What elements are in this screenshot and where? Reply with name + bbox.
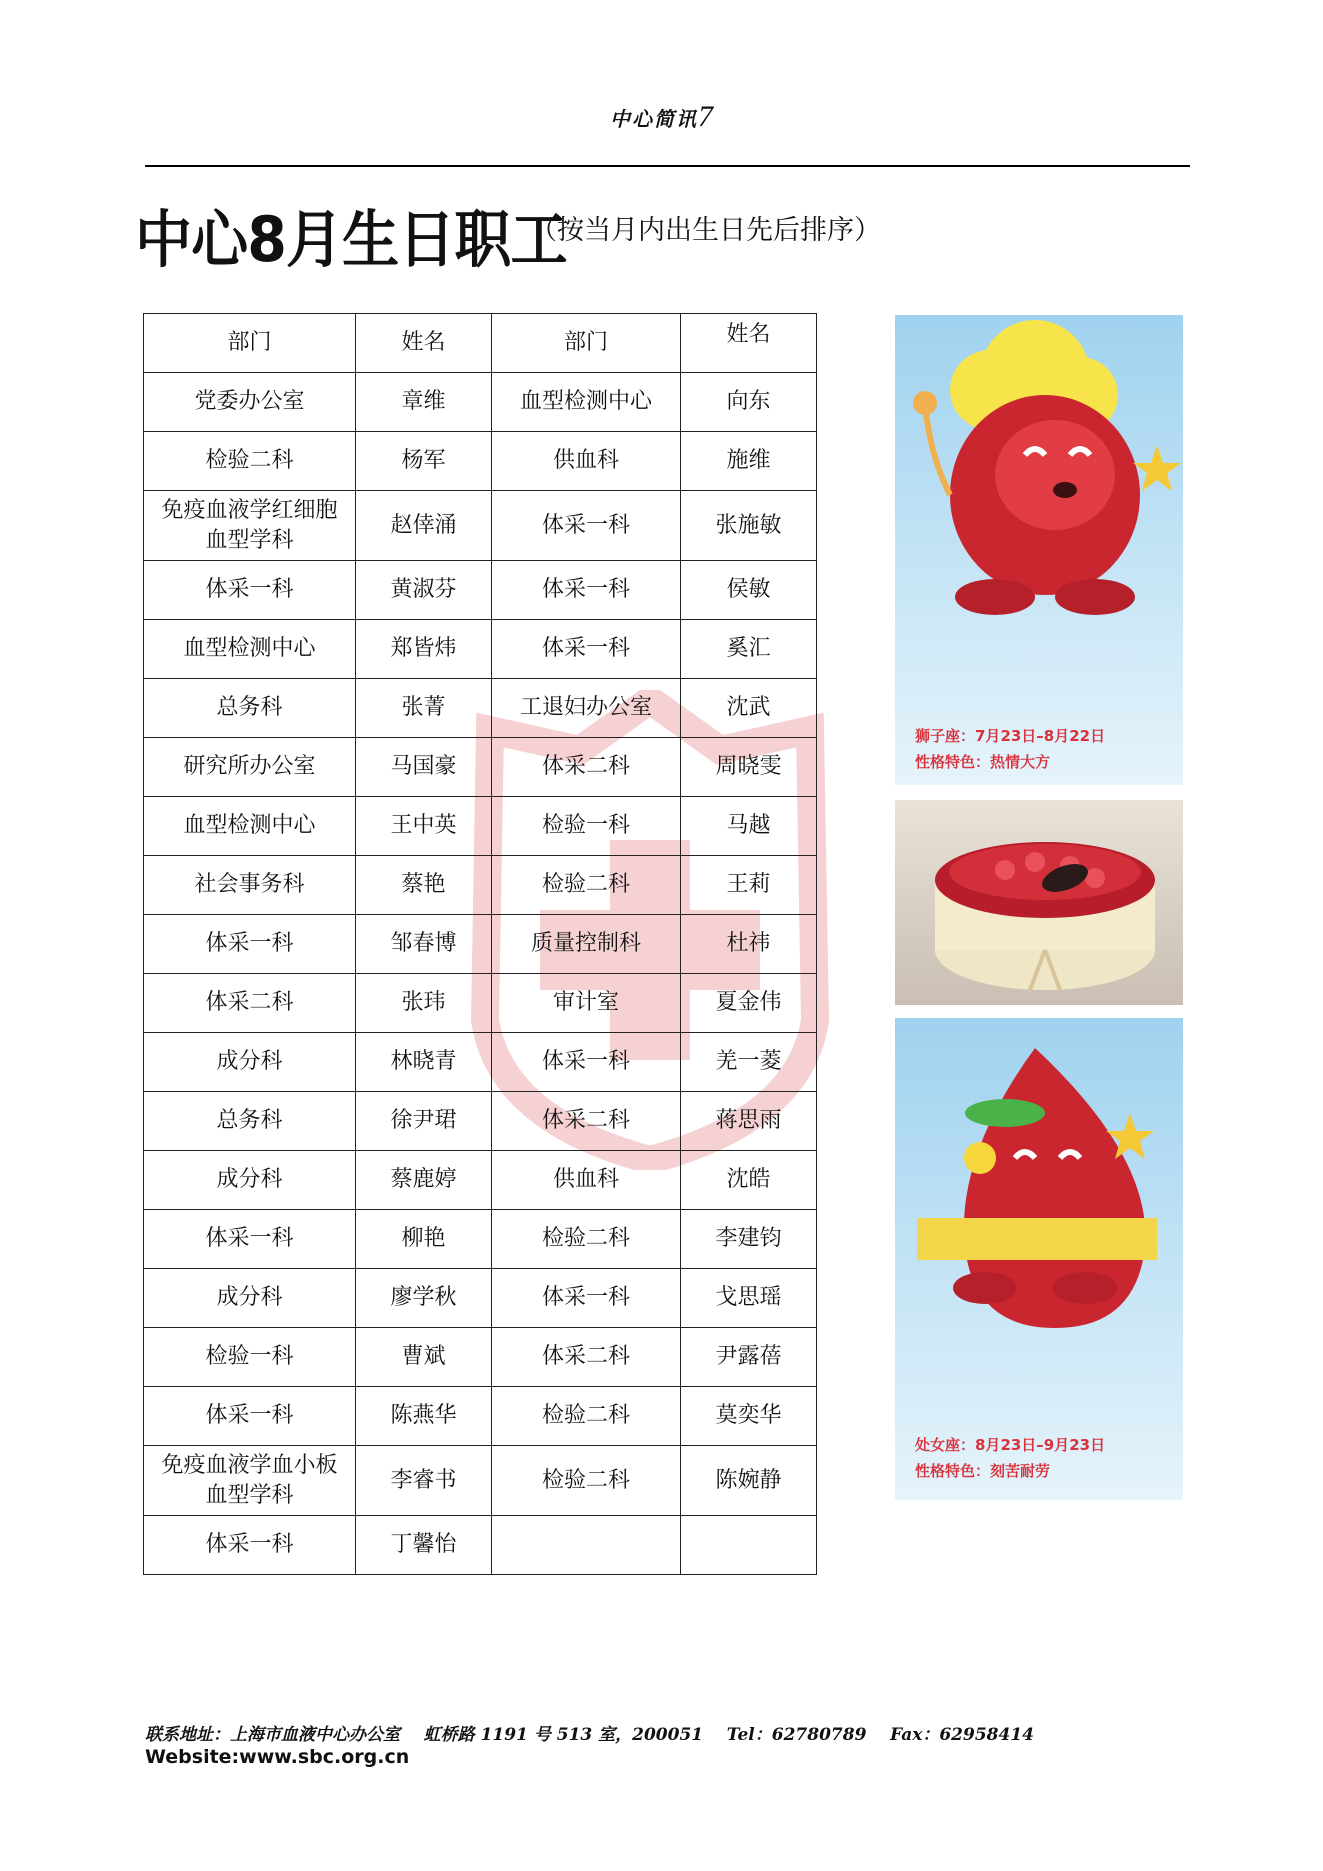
header-department: 部门 (492, 314, 681, 373)
department-cell: 总务科 (144, 679, 356, 738)
leo-date-range: 狮子座：7月23日–8月22日 (915, 727, 1106, 745)
birthday-cake-icon (895, 800, 1183, 1005)
name-cell: 曹斌 (356, 1328, 492, 1387)
table-row (144, 1387, 817, 1446)
table-row (144, 1210, 817, 1269)
department-cell: 检验一科 (144, 1328, 356, 1387)
table-row (144, 620, 817, 679)
name-cell: 沈武 (681, 679, 817, 738)
department-cell: 社会事务科 (144, 856, 356, 915)
table-row (144, 1516, 817, 1575)
page-subtitle: （按当月内出生日先后排序） (530, 215, 881, 246)
table-row (144, 738, 817, 797)
department-cell: 体采一科 (492, 1033, 681, 1092)
department-cell: 血型检测中心 (492, 373, 681, 432)
table-row (144, 797, 817, 856)
name-cell: 侯敏 (681, 561, 817, 620)
department-cell: 检验二科 (492, 1387, 681, 1446)
name-cell: 林晓青 (356, 1033, 492, 1092)
department-cell: 体采一科 (492, 491, 681, 561)
virgo-trait: 性格特色：刻苦耐劳 (915, 1462, 1051, 1480)
department-cell: 工退妇办公室 (492, 679, 681, 738)
department-cell: 体采一科 (144, 1387, 356, 1446)
department-cell: 总务科 (144, 1092, 356, 1151)
name-cell: 夏金伟 (681, 974, 817, 1033)
department-cell: 体采二科 (144, 974, 356, 1033)
table-row (144, 1033, 817, 1092)
name-cell: 蔡鹿婷 (356, 1151, 492, 1210)
department-cell: 体采一科 (144, 561, 356, 620)
name-cell: 丁馨怡 (356, 1516, 492, 1575)
table-row (144, 974, 817, 1033)
department-cell: 研究所办公室 (144, 738, 356, 797)
name-cell: 马国豪 (356, 738, 492, 797)
leo-mascot-icon (895, 315, 1183, 785)
table-row (144, 491, 817, 561)
department-cell: 体采一科 (144, 915, 356, 974)
name-cell: 黄淑芬 (356, 561, 492, 620)
footer-website: Website:www.sbc.org.cn (145, 1746, 410, 1768)
virgo-date-range: 处女座：8月23日–9月23日 (915, 1436, 1106, 1454)
leo-panel (895, 315, 1183, 785)
page-title: 中心8月生日职工 (135, 203, 567, 276)
table-row (144, 915, 817, 974)
name-cell: 马越 (681, 797, 817, 856)
name-cell: 羌一菱 (681, 1033, 817, 1092)
header-name: 姓名 (681, 314, 817, 373)
name-cell: 张玮 (356, 974, 492, 1033)
name-cell: 廖学秋 (356, 1269, 492, 1328)
department-cell: 党委办公室 (144, 373, 356, 432)
table-row (144, 1269, 817, 1328)
newsletter-header (610, 100, 715, 134)
name-cell: 尹露蓓 (681, 1328, 817, 1387)
name-cell: 张菁 (356, 679, 492, 738)
name-cell: 戈思瑶 (681, 1269, 817, 1328)
table-row (144, 679, 817, 738)
name-cell: 李建钧 (681, 1210, 817, 1269)
name-cell: 施维 (681, 432, 817, 491)
department-cell: 供血科 (492, 432, 681, 491)
table-row (144, 373, 817, 432)
department-cell: 检验二科 (492, 1210, 681, 1269)
birthday-table (143, 313, 817, 1575)
table-row (144, 1446, 817, 1516)
department-cell: 体采一科 (492, 561, 681, 620)
department-cell: 体采一科 (144, 1210, 356, 1269)
name-cell: 赵倖涌 (356, 491, 492, 561)
name-cell: 章维 (356, 373, 492, 432)
page-number: 7 (698, 100, 715, 133)
name-cell: 郑皆炜 (356, 620, 492, 679)
department-cell: 免疫血液学血小板血型学科 (144, 1446, 356, 1516)
name-cell (681, 1516, 817, 1575)
name-cell: 李睿书 (356, 1446, 492, 1516)
virgo-panel (895, 1018, 1183, 1500)
department-cell: 成分科 (144, 1269, 356, 1328)
cake-photo (895, 800, 1183, 1005)
name-cell: 莫奕华 (681, 1387, 817, 1446)
department-cell: 免疫血液学红细胞血型学科 (144, 491, 356, 561)
virgo-mascot-icon (895, 1018, 1183, 1500)
department-cell: 体采二科 (492, 1092, 681, 1151)
department-cell: 审计室 (492, 974, 681, 1033)
name-cell: 杨军 (356, 432, 492, 491)
name-cell: 蔡艳 (356, 856, 492, 915)
department-cell: 体采二科 (492, 1328, 681, 1387)
name-cell: 邹春博 (356, 915, 492, 974)
table-row (144, 856, 817, 915)
name-cell: 柳艳 (356, 1210, 492, 1269)
header-department: 部门 (144, 314, 356, 373)
name-cell: 蒋思雨 (681, 1092, 817, 1151)
department-cell: 体采一科 (492, 1269, 681, 1328)
name-cell: 周晓雯 (681, 738, 817, 797)
name-cell: 陈燕华 (356, 1387, 492, 1446)
department-cell: 体采一科 (492, 620, 681, 679)
department-cell: 成分科 (144, 1033, 356, 1092)
department-cell: 血型检测中心 (144, 620, 356, 679)
name-cell: 王中英 (356, 797, 492, 856)
department-cell: 供血科 (492, 1151, 681, 1210)
header-divider (145, 165, 1190, 167)
footer-address: 联系地址：上海市血液中心办公室 虹桥路 1191 号 513 室，200051 Tel：62780789 Fax：62958414 (145, 1725, 1034, 1745)
table-row (144, 1151, 817, 1210)
name-cell: 王莉 (681, 856, 817, 915)
name-cell: 陈婉静 (681, 1446, 817, 1516)
table-row (144, 1092, 817, 1151)
department-cell (492, 1516, 681, 1575)
name-cell: 张施敏 (681, 491, 817, 561)
name-cell: 杜祎 (681, 915, 817, 974)
department-cell: 体采二科 (492, 738, 681, 797)
name-cell: 沈皓 (681, 1151, 817, 1210)
table-header-row (144, 314, 817, 373)
newsletter-name: 中心简讯 (610, 107, 698, 131)
table-row (144, 561, 817, 620)
name-cell: 向东 (681, 373, 817, 432)
department-cell: 检验二科 (144, 432, 356, 491)
department-cell: 质量控制科 (492, 915, 681, 974)
name-cell: 徐尹珺 (356, 1092, 492, 1151)
name-cell: 奚汇 (681, 620, 817, 679)
leo-trait: 性格特色：热情大方 (915, 753, 1051, 771)
header-name: 姓名 (356, 314, 492, 373)
table-row (144, 1328, 817, 1387)
department-cell: 体采一科 (144, 1516, 356, 1575)
department-cell: 血型检测中心 (144, 797, 356, 856)
department-cell: 检验二科 (492, 856, 681, 915)
department-cell: 检验二科 (492, 1446, 681, 1516)
department-cell: 成分科 (144, 1151, 356, 1210)
department-cell: 检验一科 (492, 797, 681, 856)
table-row (144, 432, 817, 491)
